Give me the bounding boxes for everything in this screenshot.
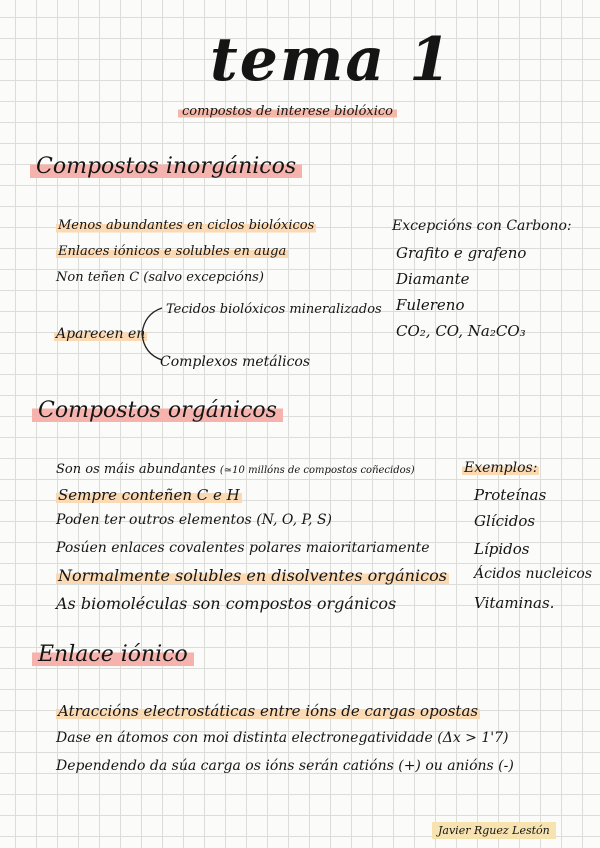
- exception-3: Fulereno: [396, 296, 465, 314]
- example-3: Lípidos: [474, 540, 530, 558]
- page-subtitle: compostos de interese biolóxico: [178, 104, 397, 119]
- page-title: tema 1: [210, 25, 453, 95]
- exception-4: CO₂, CO, Na₂CO₃: [396, 322, 526, 340]
- example-5: Vitaminas.: [474, 594, 555, 612]
- heading-ionic: Enlace iónico: [32, 642, 194, 668]
- ionic-line-2: Dase en átomos con moi distinta electronegatividade (Δx > 1'7): [56, 730, 509, 746]
- exception-2: Diamante: [396, 270, 470, 288]
- organic-line-2: Sempre conteñen C e H: [58, 486, 240, 504]
- example-1: Proteínas: [474, 486, 547, 504]
- example-4: Ácidos nucleicos: [474, 566, 593, 582]
- aparecen-label: Aparecen en: [56, 326, 146, 342]
- organic-line-1: Son os máis abundantes (≃10 millóns de compostos coñecidos): [56, 462, 415, 477]
- examples-title: Exemplos:: [464, 460, 538, 476]
- ionic-line-3: Dependendo da súa carga os ións serán catións (+) ou anións (-): [56, 758, 514, 774]
- exception-1: Grafito e grafeno: [396, 244, 527, 262]
- organic-line-5: Normalmente solubles en disolventes orgánicos: [58, 566, 447, 585]
- inorganic-line-1: Menos abundantes en ciclos biolóxicos: [58, 218, 315, 233]
- example-2: Glícidos: [474, 512, 536, 530]
- ionic-line-1: Atraccións electrostáticas entre ións de cargas opostas: [58, 702, 479, 720]
- inorganic-line-3: Non teñen C (salvo excepcións): [56, 270, 264, 285]
- branch-top: Tecidos biolóxicos mineralizados: [166, 302, 382, 317]
- organic-line-3: Poden ter outros elementos (N, O, P, S): [56, 512, 333, 528]
- organic-line-6: As biomoléculas son compostos orgánicos: [56, 594, 397, 613]
- organic-line-4: Posúen enlaces covalentes polares maioritariamente: [56, 540, 430, 556]
- exceptions-title: Excepcións con Carbono:: [392, 218, 572, 234]
- signature: Javier Rguez Lestón: [432, 822, 556, 839]
- inorganic-line-2: Enlaces iónicos e solubles en auga: [58, 244, 287, 259]
- branch-bottom: Complexos metálicos: [160, 354, 311, 370]
- heading-organic: Compostos orgánicos: [32, 398, 283, 424]
- heading-inorganic: Compostos inorgánicos: [30, 154, 302, 180]
